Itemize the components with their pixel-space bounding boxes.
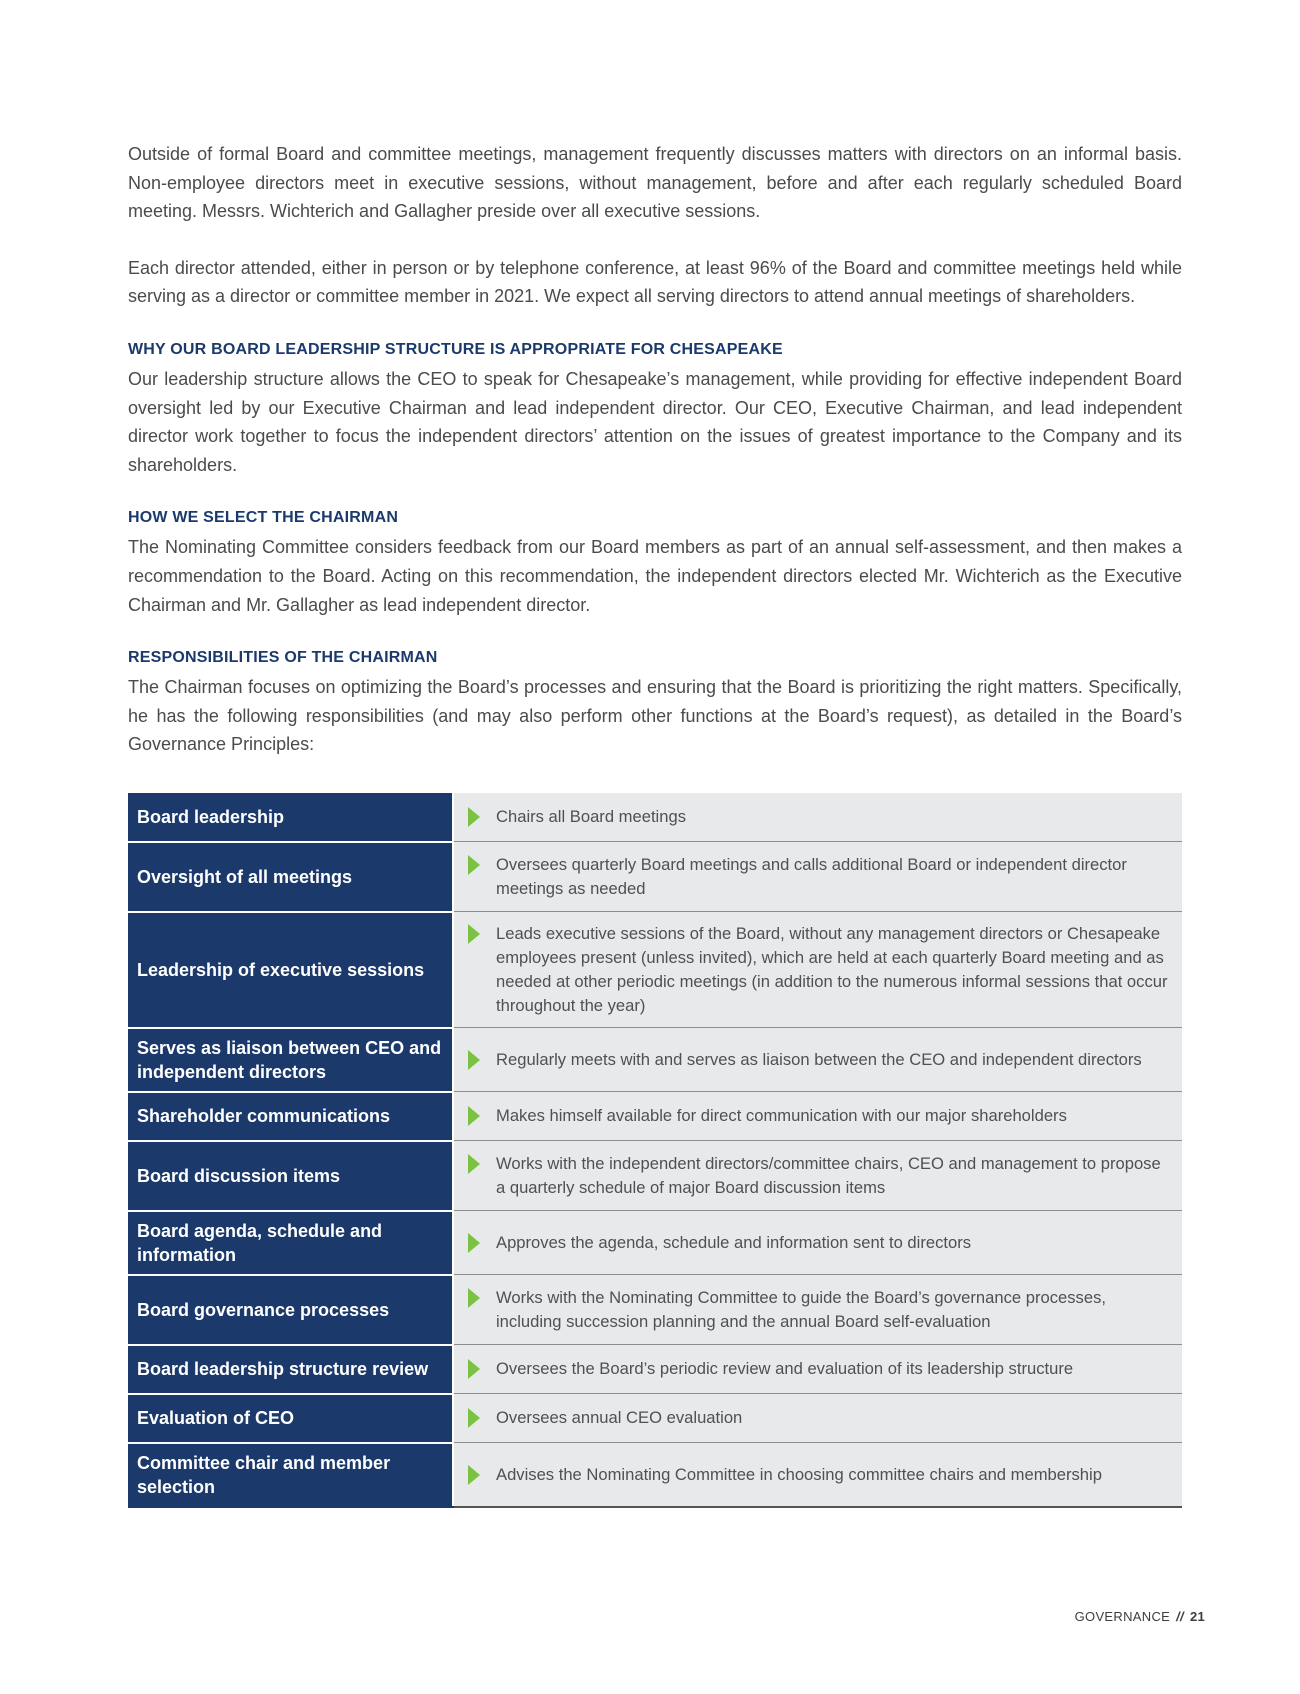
green-arrow-icon: [468, 1106, 480, 1126]
table-row: [128, 793, 1182, 842]
responsibility-description: Leads executive sessions of the Board, without any management directors or Chesapeake employees present (unless invited), which are held at each quarterly Board meeting and as needed at other periodic meetings (in addition to the numerous informal sessions that occur throughout the year): [496, 923, 1168, 1015]
table-row: [128, 912, 1182, 1028]
responsibility-description: Works with the independent directors/committee chairs, CEO and management to propose a quarterly schedule of major Board discussion items: [496, 1153, 1161, 1197]
responsibility-label: Shareholder communications: [128, 1092, 453, 1141]
intro-paragraph-1: Outside of formal Board and committee meetings, management frequently discusses matters with directors on an informal basis. Non-employee directors meet in executive sessions, without management, before and after each regularly scheduled Board meeting. Messrs. Wichterich and Gallagher preside over all executive sessions.: [128, 144, 1182, 222]
footer-section-name: GOVERNANCE: [1074, 1609, 1171, 1624]
responsibility-description-cell: [453, 1211, 1182, 1275]
responsibility-description: Works with the Nominating Committee to guide the Board’s governance processes, including succession planning and the annual Board self-evaluation: [496, 1287, 1106, 1331]
green-arrow-icon: [468, 1288, 480, 1308]
table-row: [128, 1092, 1182, 1141]
section-heading-select-chairman: HOW WE SELECT THE CHAIRMAN: [128, 509, 399, 527]
table-row: [128, 1345, 1182, 1394]
responsibility-description: Regularly meets with and serves as liaison between the CEO and independent directors: [496, 1049, 1142, 1069]
green-arrow-icon: [468, 1359, 480, 1379]
section-heading-leadership-structure: WHY OUR BOARD LEADERSHIP STRUCTURE IS APPROPRIATE FOR CHESAPEAKE: [128, 340, 783, 358]
responsibility-description: Oversees annual CEO evaluation: [496, 1408, 743, 1428]
responsibility-description-cell: [453, 842, 1182, 912]
responsibility-label: Evaluation of CEO: [128, 1394, 453, 1443]
responsibility-description-cell: [453, 1443, 1182, 1507]
responsibility-description-cell: [453, 1394, 1182, 1443]
responsibility-description-cell: [453, 912, 1182, 1028]
responsibility-description: Oversees the Board’s periodic review and evaluation of its leadership structure: [496, 1359, 1074, 1379]
section-text-select-chairman: The Nominating Committee considers feedback from our Board members as part of an annual self-assessment, and then makes a recommendation to the Board. Acting on this recommendation, the independent directors elected Mr. Wichterich as the Executive Chairman and Mr. Gallagher as lead independent director.: [128, 537, 1182, 615]
responsibility-description-cell: [453, 1092, 1182, 1141]
intro-paragraph-2: Each director attended, either in person or by telephone conference, at least 96% of the Board and committee meetings held while serving as a director or committee member in 2021. We expect all serving directors to attend annual meetings of shareholders.: [128, 257, 1182, 307]
responsibility-description-cell: [453, 1028, 1182, 1092]
section-text-chairman-responsibilities: The Chairman focuses on optimizing the Board’s processes and ensuring that the Board is prioritizing the right matters. Specifically, he has the following responsibilities (and may also perform other functions at the Board’s request), as detailed in the Board’s Governance Principles:: [128, 677, 1182, 755]
responsibility-description: Chairs all Board meetings: [496, 807, 686, 827]
section-heading-chairman-responsibilities: RESPONSIBILITIES OF THE CHAIRMAN: [128, 649, 438, 667]
responsibility-description-cell: [453, 1275, 1182, 1345]
responsibility-description: Approves the agenda, schedule and information sent to directors: [496, 1232, 972, 1252]
footer-separator: //: [1176, 1609, 1184, 1624]
responsibility-label: Leadership of executive sessions: [128, 912, 453, 1028]
responsibility-label: Oversight of all meetings: [128, 842, 453, 912]
responsibility-label: Committee chair and member selection: [128, 1443, 453, 1507]
green-arrow-icon: [468, 1465, 480, 1485]
green-arrow-icon: [468, 924, 480, 944]
responsibility-description-cell: [453, 793, 1182, 842]
responsibility-label: Board agenda, schedule and information: [128, 1211, 453, 1275]
responsibility-description: Makes himself available for direct communication with our major shareholders: [496, 1106, 1067, 1126]
green-arrow-icon: [468, 1154, 480, 1174]
responsibility-label: Board governance processes: [128, 1275, 453, 1345]
responsibility-description: Advises the Nominating Committee in choosing committee chairs and membership: [496, 1464, 1102, 1484]
responsibilities-table: [128, 793, 1182, 1508]
responsibility-label: Board leadership: [128, 793, 453, 842]
page-footer: [1075, 1609, 1205, 1624]
table-row: [128, 842, 1182, 912]
responsibility-label: Board discussion items: [128, 1141, 453, 1211]
table-row: [128, 1394, 1182, 1443]
page-content: [128, 140, 1182, 1508]
responsibility-description-cell: [453, 1141, 1182, 1211]
green-arrow-icon: [468, 1050, 480, 1070]
green-arrow-icon: [468, 807, 480, 827]
table-row: [128, 1028, 1182, 1092]
table-row: [128, 1443, 1182, 1507]
responsibility-description-cell: [453, 1345, 1182, 1394]
table-row: [128, 1211, 1182, 1275]
responsibility-label: Serves as liaison between CEO and independent directors: [128, 1028, 453, 1092]
green-arrow-icon: [468, 855, 480, 875]
responsibility-description: Oversees quarterly Board meetings and calls additional Board or independent director meetings as needed: [496, 854, 1127, 898]
table-row: [128, 1275, 1182, 1345]
page-number: 21: [1189, 1609, 1205, 1624]
section-text-leadership-structure: Our leadership structure allows the CEO to speak for Chesapeake’s management, while providing for effective independent Board oversight led by our Executive Chairman and lead independent director. Our CEO, Executive Chairman, and lead independent director work together to focus the independent directors’ attention on the issues of greatest importance to the Company and its shareholders.: [128, 368, 1182, 475]
responsibility-label: Board leadership structure review: [128, 1345, 453, 1394]
green-arrow-icon: [468, 1233, 480, 1253]
table-row: [128, 1141, 1182, 1211]
green-arrow-icon: [468, 1408, 480, 1428]
